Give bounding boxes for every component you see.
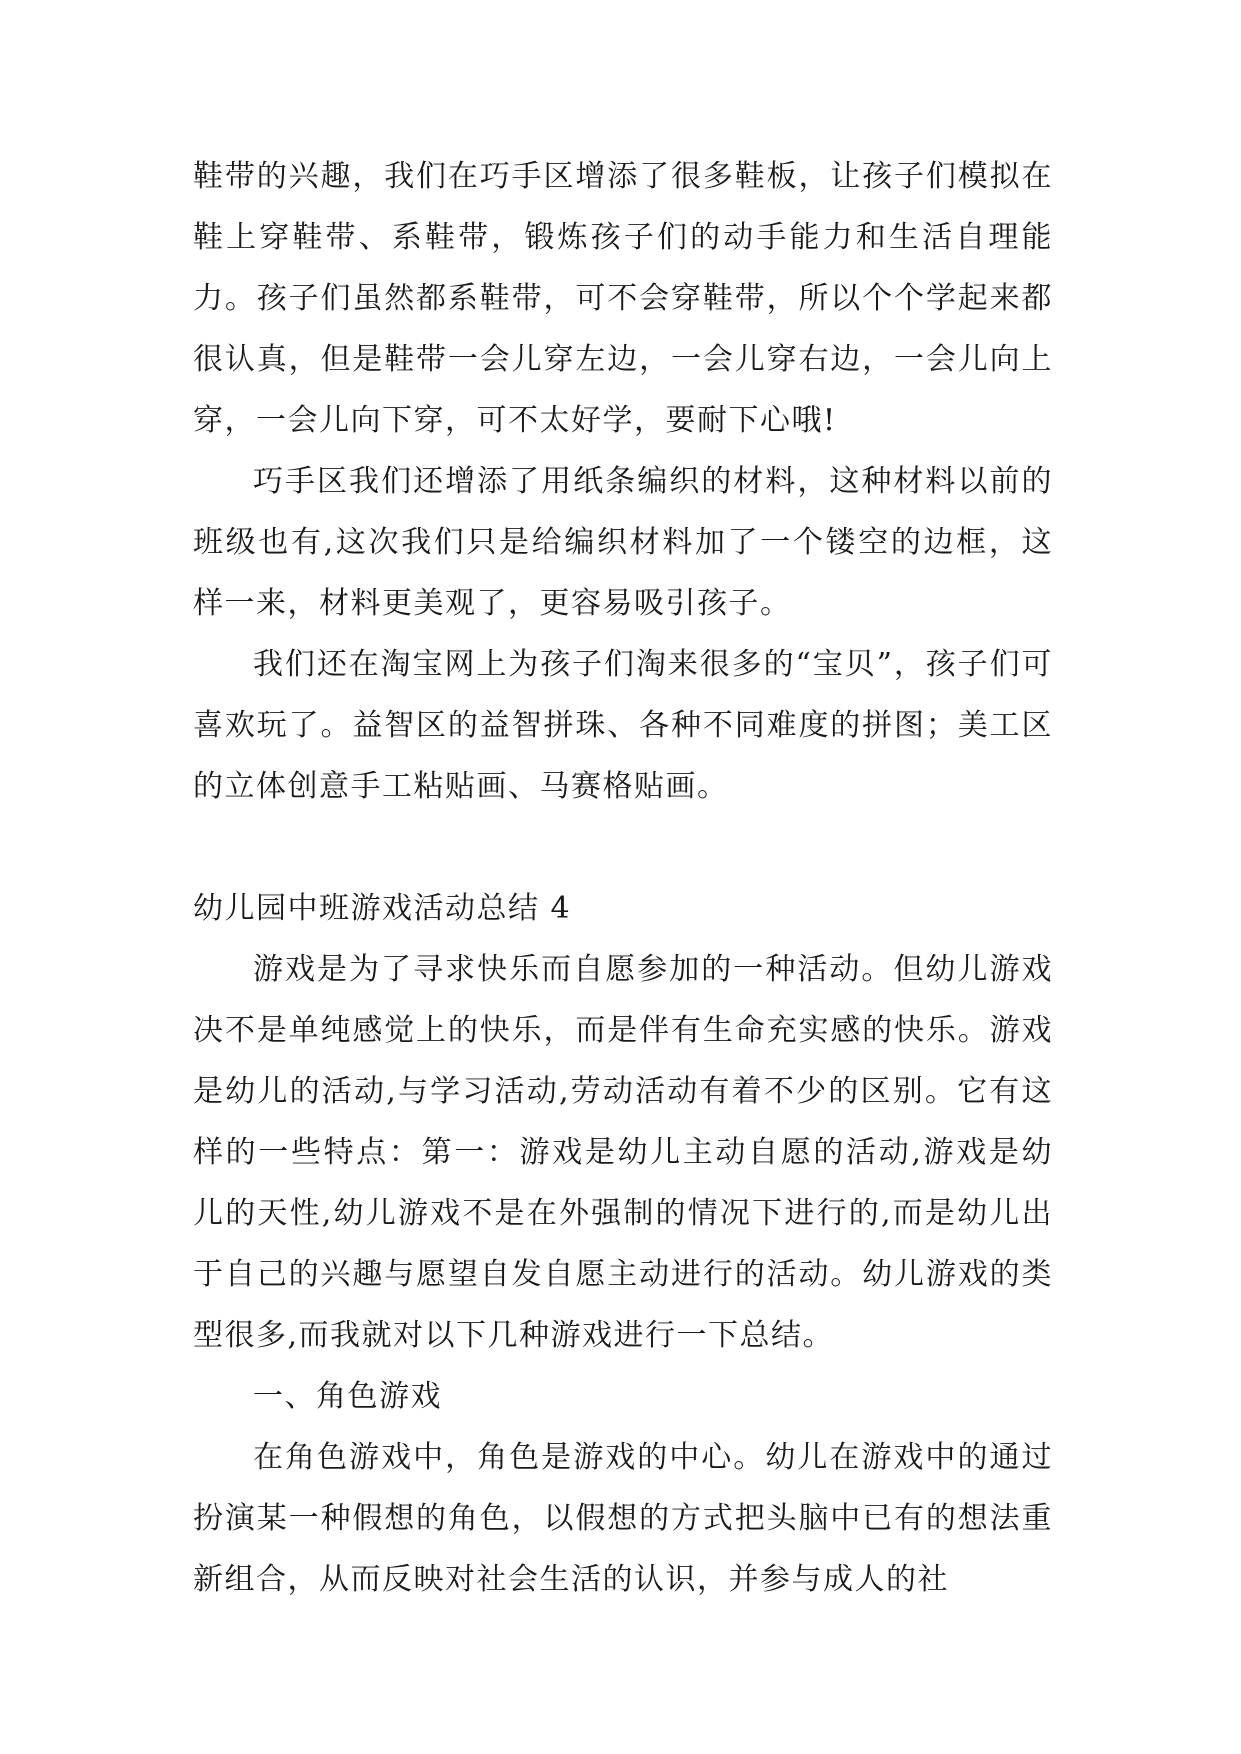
paragraph-game-definition: 游戏是为了寻求快乐而自愿参加的一种活动。但幼儿游戏决不是单纯感觉上的快乐，而是伴有生命充实感的快乐。游戏是幼儿的活动,与学习活动,劳动活动有着不少的区别。它有这样的一些特点：第一：游戏是幼儿主动自愿的活动,游戏是幼儿的天性,幼儿游戏不是在外强制的情况下进行的,而是幼儿出于自己的兴趣与愿望自发自愿主动进行的活动。幼儿游戏的类型很多,而我就对以下几种游戏进行一下总结。 <box>193 952 1053 1353</box>
paragraph-role-play: 在角色游戏中，角色是游戏的中心。幼儿在游戏中的通过扮演某一种假想的角色，以假想的方式把头脑中已有的想法重新组合，从而反映对社会生活的认识，并参与成人的社 <box>193 1440 1053 1597</box>
paragraph-shoelace-practice: 鞋带的兴趣，我们在巧手区增添了很多鞋板，让孩子们模拟在鞋上穿鞋带、系鞋带，锻炼孩子们的动手能力和生活自理能力。孩子们虽然都系鞋带，可不会穿鞋带，所以个个学起来都很认真，但是鞋带一会儿穿左边，一会儿穿右边，一会儿向上穿，一会儿向下穿，可不太好学，要耐下心哦! <box>193 159 1053 438</box>
paragraph-taobao-toys: 我们还在淘宝网上为孩子们淘来很多的“宝贝”，孩子们可喜欢玩了。益智区的益智拼珠、各种不同难度的拼图；美工区的立体创意手工粘贴画、马赛格贴画。 <box>193 647 1053 804</box>
paragraph-weaving-materials: 巧手区我们还增添了用纸条编织的材料，这种材料以前的班级也有,这次我们只是给编织材料加了一个镂空的边框，这样一来，材料更美观了，更容易吸引孩子。 <box>193 464 1053 621</box>
subheading-role-play: 一、角色游戏 <box>253 1379 442 1414</box>
section-heading: 幼儿园中班游戏活动总结 4 <box>193 891 572 926</box>
document-body <box>193 146 1053 1610</box>
